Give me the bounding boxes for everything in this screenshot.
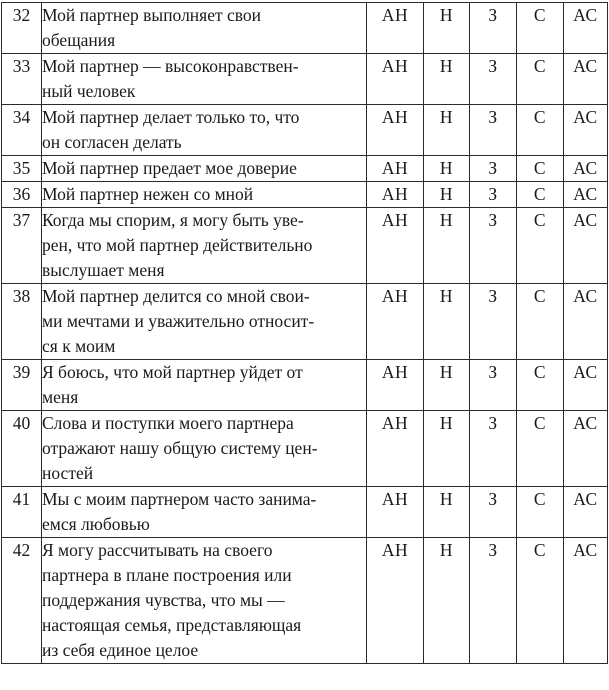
option-cell-1[interactable]: АН	[367, 105, 424, 156]
questionnaire-table-body	[2, 3, 608, 664]
option-cell-2[interactable]: Н	[424, 3, 470, 54]
row-number-cell: 34	[2, 105, 42, 156]
table-row	[2, 411, 608, 487]
statement-line: Мой партнер делает только то, что	[42, 107, 300, 127]
option-cell-2[interactable]: Н	[424, 54, 470, 105]
option-cell-4[interactable]: С	[517, 538, 564, 664]
option-cell-3[interactable]: З	[470, 3, 517, 54]
option-cell-2[interactable]: Н	[424, 538, 470, 664]
statement-line: Слова и поступки моего партнера	[42, 413, 294, 433]
option-cell-1[interactable]: АН	[367, 487, 424, 538]
option-cell-3[interactable]: З	[470, 54, 517, 105]
option-cell-4[interactable]: С	[517, 284, 564, 360]
row-number-cell: 37	[2, 208, 42, 284]
statement-line: меня	[42, 387, 79, 407]
option-cell-1[interactable]: АН	[367, 538, 424, 664]
table-row	[2, 156, 608, 182]
option-cell-3[interactable]: З	[470, 156, 517, 182]
table-row	[2, 284, 608, 360]
statement-cell	[42, 156, 367, 182]
option-cell-4[interactable]: С	[517, 360, 564, 411]
option-cell-5[interactable]: АС	[564, 360, 608, 411]
option-cell-4[interactable]: С	[517, 182, 564, 208]
statement-line: ный человек	[42, 81, 136, 101]
row-number-cell: 41	[2, 487, 42, 538]
option-cell-3[interactable]: З	[470, 105, 517, 156]
option-cell-4[interactable]: С	[517, 487, 564, 538]
option-cell-4[interactable]: С	[517, 105, 564, 156]
statement-cell	[42, 3, 367, 54]
statement-line: Мой партнер нежен со мной	[42, 184, 254, 204]
statement-line: настоящая семья, представляющая	[42, 615, 302, 635]
option-cell-4[interactable]: С	[517, 54, 564, 105]
row-number-cell: 36	[2, 182, 42, 208]
statement-line: Я боюсь, что мой партнер уйдет от	[42, 362, 303, 382]
statement-line: Мой партнер — высоконравствен-	[42, 56, 299, 76]
statement-cell	[42, 284, 367, 360]
statement-cell	[42, 105, 367, 156]
option-cell-3[interactable]: З	[470, 360, 517, 411]
statement-line: он согласен делать	[42, 132, 182, 152]
statement-cell	[42, 208, 367, 284]
table-row	[2, 182, 608, 208]
option-cell-5[interactable]: АС	[564, 284, 608, 360]
option-cell-3[interactable]: З	[470, 182, 517, 208]
statement-line: ми мечтами и уважительно относит-	[42, 311, 315, 331]
row-number-cell: 35	[2, 156, 42, 182]
option-cell-2[interactable]: Н	[424, 208, 470, 284]
option-cell-5[interactable]: АС	[564, 411, 608, 487]
option-cell-3[interactable]: З	[470, 411, 517, 487]
option-cell-2[interactable]: Н	[424, 105, 470, 156]
statement-line: ся к моим	[42, 336, 116, 356]
option-cell-1[interactable]: АН	[367, 208, 424, 284]
option-cell-2[interactable]: Н	[424, 284, 470, 360]
statement-line: Мой партнер делится со мной свои-	[42, 286, 310, 306]
option-cell-1[interactable]: АН	[367, 54, 424, 105]
option-cell-1[interactable]: АН	[367, 3, 424, 54]
option-cell-3[interactable]: З	[470, 284, 517, 360]
option-cell-2[interactable]: Н	[424, 156, 470, 182]
option-cell-2[interactable]: Н	[424, 411, 470, 487]
statement-cell	[42, 360, 367, 411]
option-cell-5[interactable]: АС	[564, 182, 608, 208]
option-cell-3[interactable]: З	[470, 208, 517, 284]
option-cell-5[interactable]: АС	[564, 487, 608, 538]
option-cell-2[interactable]: Н	[424, 360, 470, 411]
statement-line: поддержания чувства, что мы —	[42, 590, 285, 610]
statement-cell	[42, 411, 367, 487]
option-cell-2[interactable]: Н	[424, 487, 470, 538]
option-cell-3[interactable]: З	[470, 538, 517, 664]
questionnaire-table	[1, 2, 608, 664]
option-cell-4[interactable]: С	[517, 411, 564, 487]
option-cell-5[interactable]: АС	[564, 105, 608, 156]
statement-line: партнера в плане построения или	[42, 565, 292, 585]
statement-line: ностей	[42, 463, 94, 483]
statement-line: Когда мы спорим, я могу быть уве-	[42, 210, 304, 230]
option-cell-5[interactable]: АС	[564, 538, 608, 664]
statement-cell	[42, 538, 367, 664]
statement-line: емся любовью	[42, 514, 150, 534]
option-cell-5[interactable]: АС	[564, 3, 608, 54]
option-cell-3[interactable]: З	[470, 487, 517, 538]
statement-cell	[42, 54, 367, 105]
row-number-cell: 39	[2, 360, 42, 411]
row-number-cell: 33	[2, 54, 42, 105]
option-cell-1[interactable]: АН	[367, 411, 424, 487]
statement-line: Мой партнер предает мое доверие	[42, 158, 297, 178]
table-row	[2, 54, 608, 105]
row-number-cell: 32	[2, 3, 42, 54]
option-cell-5[interactable]: АС	[564, 156, 608, 182]
option-cell-1[interactable]: АН	[367, 284, 424, 360]
statement-cell	[42, 487, 367, 538]
statement-line: рен, что мой партнер действительно	[42, 235, 313, 255]
row-number-cell: 42	[2, 538, 42, 664]
option-cell-5[interactable]: АС	[564, 54, 608, 105]
option-cell-4[interactable]: С	[517, 3, 564, 54]
statement-line: Я могу рассчитывать на своего	[42, 540, 273, 560]
table-row	[2, 105, 608, 156]
option-cell-4[interactable]: С	[517, 156, 564, 182]
table-row	[2, 360, 608, 411]
table-row	[2, 3, 608, 54]
statement-line: Мы с моим партнером часто занима-	[42, 489, 317, 509]
option-cell-2[interactable]: Н	[424, 182, 470, 208]
statement-line: отражают нашу общую систему цен-	[42, 438, 318, 458]
statement-line: выслушает меня	[42, 260, 165, 280]
row-number-cell: 38	[2, 284, 42, 360]
option-cell-1[interactable]: АН	[367, 156, 424, 182]
statement-line: из себя единое целое	[42, 640, 199, 660]
option-cell-4[interactable]: С	[517, 208, 564, 284]
statement-line: Мой партнер выполняет свои	[42, 5, 262, 25]
table-row	[2, 208, 608, 284]
option-cell-5[interactable]: АС	[564, 208, 608, 284]
option-cell-1[interactable]: АН	[367, 182, 424, 208]
option-cell-1[interactable]: АН	[367, 360, 424, 411]
table-row	[2, 487, 608, 538]
row-number-cell: 40	[2, 411, 42, 487]
statement-line: обещания	[42, 30, 116, 50]
statement-cell	[42, 182, 367, 208]
table-row	[2, 538, 608, 664]
